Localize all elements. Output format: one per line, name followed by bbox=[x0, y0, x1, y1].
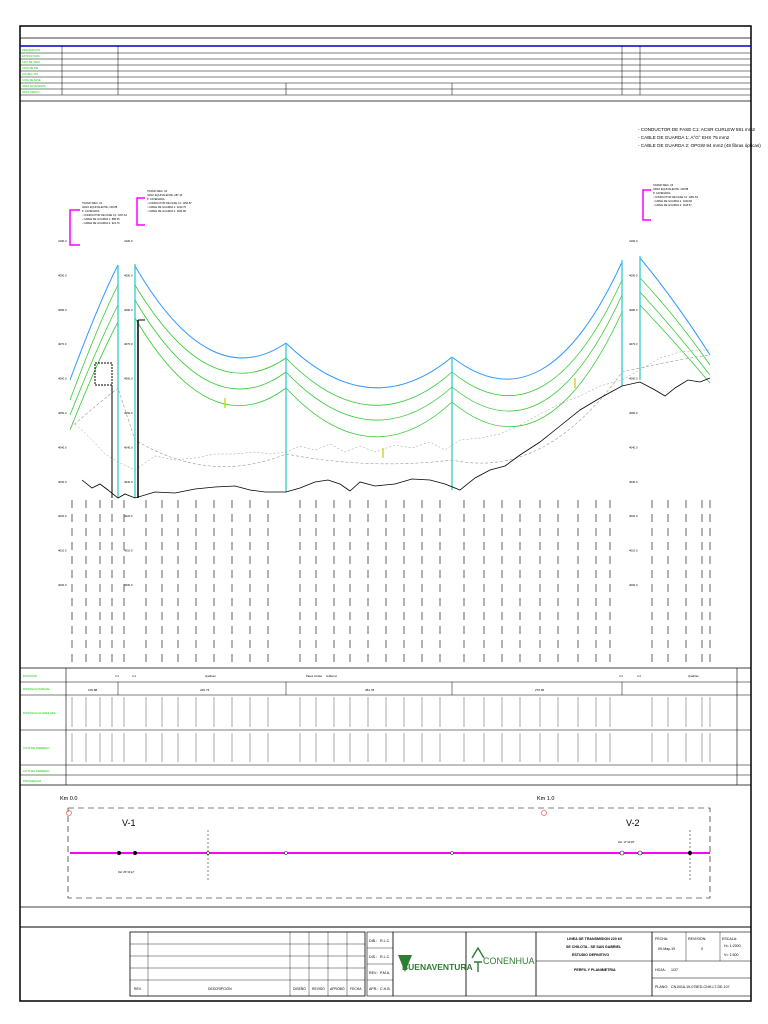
row-distancia-parcial: DISTANCIA PARCIAL bbox=[23, 687, 51, 691]
elevation-tick-label: 4020.0 bbox=[58, 514, 67, 519]
partial-distance-2: 226.73 bbox=[200, 688, 210, 692]
tramo-label-3 bbox=[643, 183, 698, 220]
tramo-label-2 bbox=[137, 189, 192, 225]
svg-text:V-2: V-2 bbox=[619, 675, 623, 678]
revision-value: 0 bbox=[701, 947, 703, 951]
elevation-tick-label: 4060.0 bbox=[124, 376, 133, 381]
elevation-tick-label: 4100.0 bbox=[629, 239, 638, 243]
elevation-tick-label: 4100.0 bbox=[124, 239, 133, 243]
fecha-value: 09-May-19 bbox=[658, 947, 676, 951]
escala-v: V= 1:500 bbox=[724, 953, 739, 957]
vertex-v1-label: V-1 bbox=[122, 818, 136, 828]
rev-header-rev: REV. bbox=[134, 987, 142, 991]
svg-text:CONENHUA: CONENHUA bbox=[483, 956, 535, 966]
plan-view bbox=[20, 796, 751, 907]
row-progresiva: PROGRESIVA bbox=[23, 779, 42, 783]
partial-distance-3: 384.78 bbox=[365, 688, 375, 692]
elevation-tick-label: 4030.0 bbox=[629, 479, 638, 484]
clearance-curve bbox=[70, 355, 710, 467]
elevation-tick-label: 4080.0 bbox=[629, 307, 638, 312]
svg-text:VANO EQUIVALENTE: 287.10: VANO EQUIVALENTE: 287.10 bbox=[147, 194, 183, 197]
svg-text:DESCRIPCION: DESCRIPCION bbox=[22, 49, 41, 52]
angle-note-v2: Def. 17°42'18" bbox=[618, 841, 635, 844]
elevation-tick-label: 4070.0 bbox=[629, 342, 638, 347]
conductor-notes bbox=[638, 127, 761, 148]
elevation-tick-label: 4040.0 bbox=[124, 445, 133, 450]
project-title-2: SE CHILOTA - SE SAN GABRIEL bbox=[566, 945, 622, 949]
elevation-tick-label: 4060.0 bbox=[58, 376, 67, 381]
elevation-tick-label: 4000.0 bbox=[629, 583, 638, 587]
row-estacion: ESTACION bbox=[23, 674, 38, 678]
svg-text:PLANO:: PLANO: bbox=[655, 985, 669, 989]
elevation-tick-label: 4090.0 bbox=[629, 273, 638, 278]
svg-text:Qualtrare: Qualtrare bbox=[688, 675, 699, 678]
svg-text:P. CATENARIA: P. CATENARIA bbox=[653, 192, 671, 195]
svg-text:ESCALA:: ESCALA: bbox=[722, 937, 738, 941]
elevation-tick-label: 4100.0 bbox=[58, 239, 67, 243]
svg-text:- CABLE DE GUARDA 1: 880.55: - CABLE DE GUARDA 1: 880.55 bbox=[82, 218, 120, 221]
svg-text:BUENAVENTURA: BUENAVENTURA bbox=[402, 962, 473, 972]
km-mid-label: Km 1.0 bbox=[537, 796, 555, 802]
elevation-tick-label: 4030.0 bbox=[124, 479, 133, 484]
rev-header-diseno: DISEÑÓ bbox=[293, 987, 306, 991]
elevation-tick-label: 4050.0 bbox=[629, 411, 638, 415]
svg-text:VANO EQUIVALENTE: 109.88: VANO EQUIVALENTE: 109.88 bbox=[82, 206, 118, 209]
hoja-value: 1/37 bbox=[671, 968, 678, 972]
logo-buenaventura bbox=[398, 955, 473, 972]
svg-text:- CONDUCTOR DE FASE C1: 1156.8: - CONDUCTOR DE FASE C1: 1156.87 bbox=[147, 202, 192, 205]
elevation-scale-right bbox=[629, 239, 638, 587]
row-cota-terreno: COTA DE TERRENO bbox=[23, 746, 50, 750]
svg-text:DIS.:: DIS.: bbox=[369, 955, 377, 959]
rev-header-aprobo: APROBÓ bbox=[330, 987, 345, 991]
elevation-tick-label: 4040.0 bbox=[629, 445, 638, 450]
station-dash-lines bbox=[72, 500, 710, 665]
svg-text:- CABLE DE GUARDA 1: 1040.60: - CABLE DE GUARDA 1: 1040.60 bbox=[653, 200, 693, 203]
elevation-tick-label: 4080.0 bbox=[58, 307, 67, 312]
elevation-tick-label: 4070.0 bbox=[58, 342, 67, 347]
phase-conductors bbox=[70, 278, 710, 437]
elevation-tick-label: 4020.0 bbox=[629, 514, 638, 519]
vertex-v2-label: V-2 bbox=[626, 818, 640, 828]
svg-text:COTA DE FASE: COTA DE FASE bbox=[22, 79, 41, 82]
profile-data-table bbox=[20, 668, 751, 785]
drawing-title: PERFIL Y PLANIMETRIA bbox=[574, 968, 616, 972]
svg-text:Qualtrare: Qualtrare bbox=[205, 675, 216, 678]
project-title-3: ESTUDIO DEFINITIVO bbox=[572, 953, 610, 957]
sag-markers bbox=[225, 378, 575, 458]
elevation-tick-label: 4010.0 bbox=[58, 548, 67, 553]
guard-wires bbox=[70, 258, 710, 388]
elevation-tick-label: 4000.0 bbox=[58, 583, 67, 587]
svg-text:TRAMO MEC. 01: TRAMO MEC. 01 bbox=[82, 202, 103, 205]
svg-text:ESTRUCTURA: ESTRUCTURA bbox=[22, 55, 40, 58]
note-guard-cable-2: - CABLE DE GUARDA 2: OPGW 94 mm2 (48 fibras ópticas) bbox=[638, 143, 761, 148]
svg-text:V-2: V-2 bbox=[637, 675, 641, 678]
partial-distance-1: 105.88 bbox=[88, 688, 98, 692]
title-block bbox=[20, 927, 751, 996]
tramo-label-1 bbox=[70, 201, 127, 245]
svg-text:V-1: V-1 bbox=[115, 675, 119, 678]
svg-text:R.L.C.: R.L.C. bbox=[380, 955, 391, 959]
towers bbox=[118, 256, 640, 498]
svg-text:DIB.:: DIB.: bbox=[369, 939, 377, 943]
v1-height-marks bbox=[95, 320, 145, 498]
angle-note-v1: Def. 84°44'12" bbox=[118, 871, 135, 874]
svg-text:Pasos Unidas: Pasos Unidas bbox=[306, 675, 323, 678]
km-start-label: Km 0.0 bbox=[60, 796, 78, 802]
svg-text:TRAMO MEC. 02: TRAMO MEC. 02 bbox=[147, 190, 168, 193]
svg-text:TRAMO MEC. 03: TRAMO MEC. 03 bbox=[653, 184, 674, 187]
elevation-tick-label: 4040.0 bbox=[58, 445, 67, 450]
svg-text:VANO EQUIVALENTE: 418.88: VANO EQUIVALENTE: 418.88 bbox=[653, 188, 689, 191]
elevation-tick-label: 4050.0 bbox=[58, 411, 67, 415]
svg-text:- CABLE DE GUARDA 2: 1118.57: - CABLE DE GUARDA 2: 1118.57 bbox=[653, 204, 692, 207]
svg-text:FECHA:: FECHA: bbox=[655, 937, 669, 941]
svg-text:VANO ADYACENTE: VANO ADYACENTE bbox=[22, 85, 46, 88]
svg-text:- CABLE DE GUARDA 2: 1184.89: - CABLE DE GUARDA 2: 1184.89 bbox=[147, 210, 186, 213]
elevation-tick-label: 4060.0 bbox=[629, 376, 638, 381]
svg-text:- CONDUCTOR DE FASE C1: 1037.8: - CONDUCTOR DE FASE C1: 1037.81 bbox=[82, 214, 127, 217]
elevation-tick-label: 4050.0 bbox=[124, 411, 133, 415]
elevation-scale-mid bbox=[124, 239, 133, 587]
svg-text:P.M.A.: P.M.A. bbox=[380, 971, 391, 975]
svg-text:P. CATENARIA: P. CATENARIA bbox=[82, 210, 100, 213]
logo-conenhua bbox=[472, 948, 535, 972]
rev-header-reviso: REVISÓ bbox=[312, 987, 325, 991]
svg-text:VANO VIENTO: VANO VIENTO bbox=[22, 91, 40, 94]
elevation-tick-label: 4070.0 bbox=[124, 342, 133, 347]
svg-text:R.L.C.: R.L.C. bbox=[380, 939, 391, 943]
svg-text:TIPO DE VANO: TIPO DE VANO bbox=[22, 61, 41, 64]
elevation-tick-label: 4090.0 bbox=[58, 273, 67, 278]
escala-h: H= 1:2000 bbox=[724, 944, 741, 948]
note-guard-cable-1: - CABLE DE GUARDA 1: A°G° EHS 75 mm2 bbox=[638, 135, 730, 140]
svg-text:P. CATENARIA: P. CATENARIA bbox=[147, 198, 165, 201]
elevation-tick-label: 4000.0 bbox=[124, 583, 133, 587]
elevation-scale-left bbox=[58, 239, 67, 587]
project-title-1: LINEA DE TRANSMISION 220 kV bbox=[567, 937, 623, 941]
elevation-tick-label: 4010.0 bbox=[124, 548, 133, 553]
elevation-tick-label: 4080.0 bbox=[124, 307, 133, 312]
elevation-tick-label: 4090.0 bbox=[124, 273, 133, 278]
svg-text:- CABLE DE GUARDA 2: 924.70: - CABLE DE GUARDA 2: 924.70 bbox=[82, 222, 120, 225]
svg-text:COTA DE PIE: COTA DE PIE bbox=[22, 67, 39, 70]
terrain-profile bbox=[82, 378, 710, 498]
elevation-tick-label: 4020.0 bbox=[124, 514, 133, 519]
row-cota-terreno-2: COTA DE TERRENO bbox=[23, 769, 50, 773]
top-data-table bbox=[20, 38, 751, 101]
svg-text:C.H.B.: C.H.B. bbox=[380, 987, 391, 991]
note-phase-conductor: - CONDUCTOR DE FASE C1: ACSR CURLEW 591 mm2 bbox=[638, 127, 756, 132]
elevation-tick-label: 4030.0 bbox=[58, 479, 67, 484]
partial-distance-4: 276.66 bbox=[535, 688, 545, 692]
svg-text:REVISION:: REVISION: bbox=[688, 937, 707, 941]
svg-text:REV.:: REV.: bbox=[369, 971, 379, 975]
row-distancia-acumulada: DISTANCIA ACUMULADA bbox=[23, 711, 56, 715]
svg-text:ALTURA UTIL: ALTURA UTIL bbox=[22, 73, 39, 76]
svg-text:APR.:: APR.: bbox=[369, 987, 379, 991]
svg-text:HOJA:: HOJA: bbox=[655, 968, 666, 972]
plano-value: CN-BGA-19-075ED-CNH-LT-DE-107 bbox=[671, 985, 730, 989]
elevation-tick-label: 4010.0 bbox=[629, 548, 638, 553]
svg-text:V-1: V-1 bbox=[132, 675, 136, 678]
rev-header-descripcion: DESCRIPCIÓN bbox=[208, 987, 232, 991]
svg-text:- CABLE DE GUARDA 1: 1232.70: - CABLE DE GUARDA 1: 1232.70 bbox=[147, 206, 187, 209]
terrain-secondary bbox=[72, 350, 710, 470]
svg-text:- CONDUCTOR DE FASE C1: 1081.5: - CONDUCTOR DE FASE C1: 1081.53 bbox=[653, 196, 698, 199]
svg-text:Guillermo: Guillermo bbox=[326, 675, 338, 678]
rev-header-fecha: FECHA bbox=[350, 987, 362, 991]
